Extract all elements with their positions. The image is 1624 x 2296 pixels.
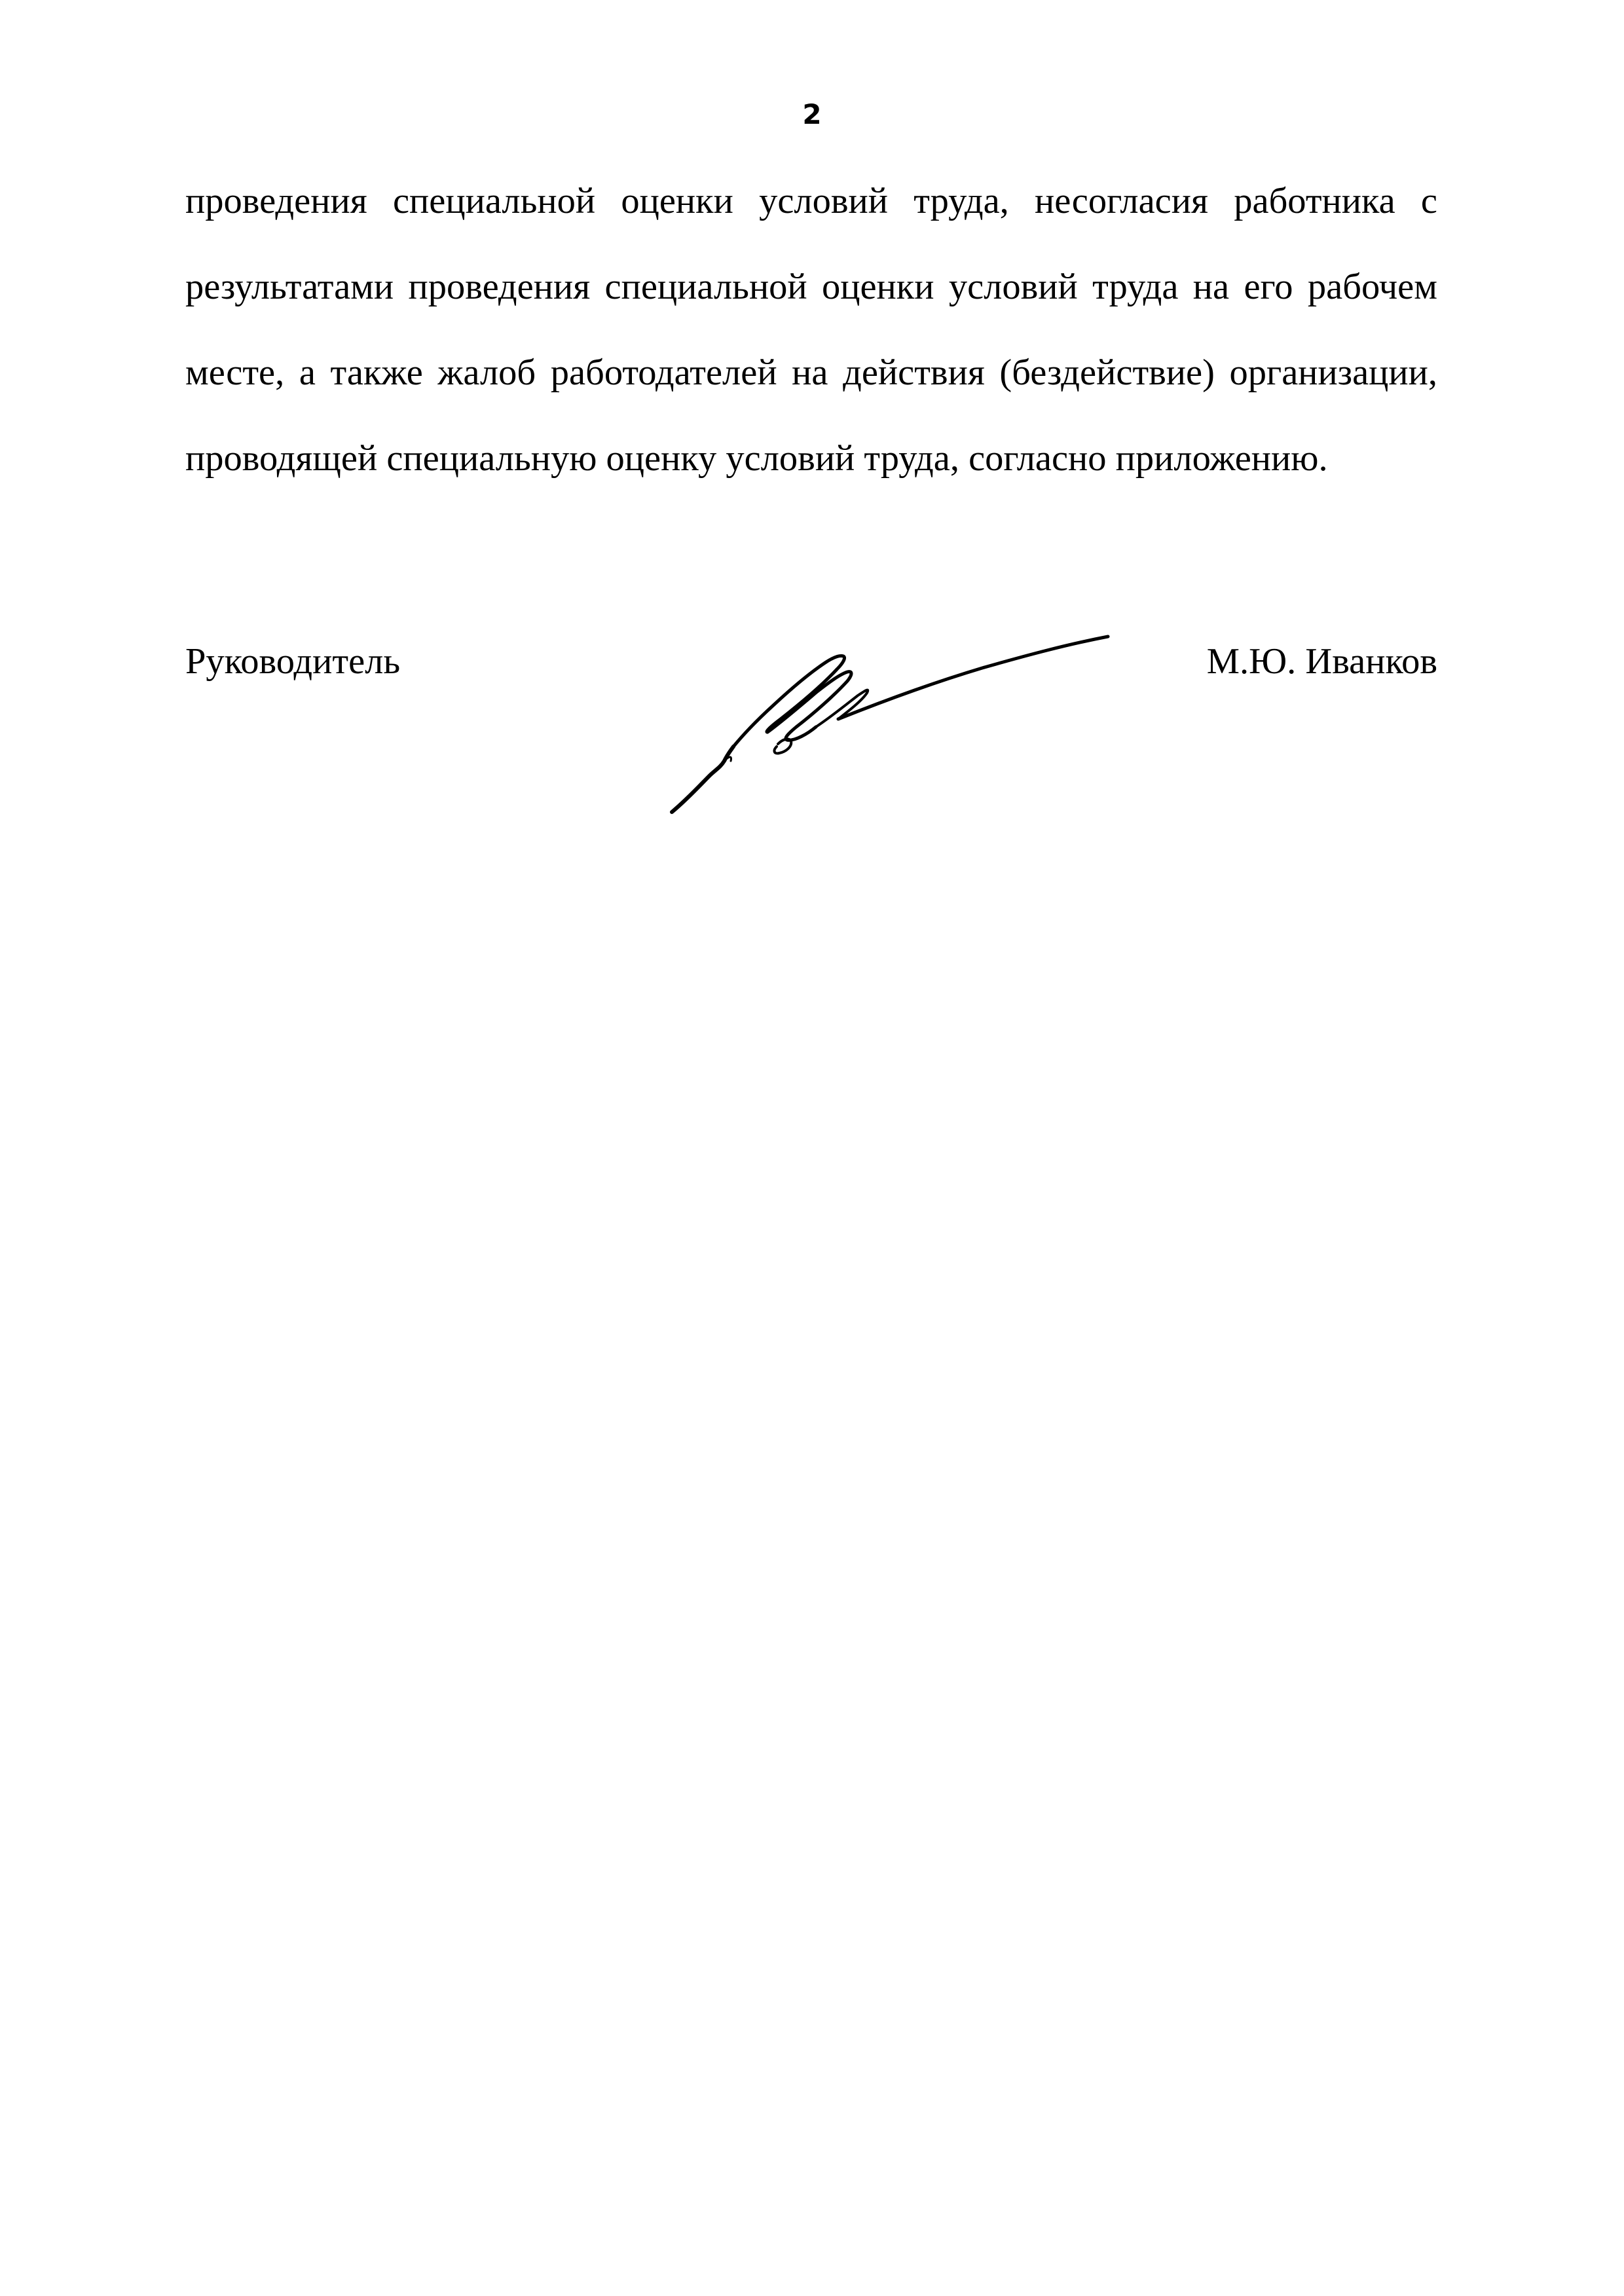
body-line: проводящей специальную оценку условий труда, согласно приложению. xyxy=(185,438,1328,479)
body-line: проведения специальной оценки условий труда, несогласия работника с xyxy=(185,181,1437,221)
signer-name: М.Ю. Иванков xyxy=(1206,641,1437,682)
signer-title: Руководитель xyxy=(185,641,401,682)
page-number: 2 xyxy=(802,98,822,130)
body-paragraph xyxy=(185,158,1437,502)
body-line: результатами проведения специальной оценки условий труда на его рабочем xyxy=(185,267,1437,307)
handwritten-signature xyxy=(661,627,1120,817)
body-line: месте, а также жалоб работодателей на действия (бездействие) организации, xyxy=(185,352,1437,393)
